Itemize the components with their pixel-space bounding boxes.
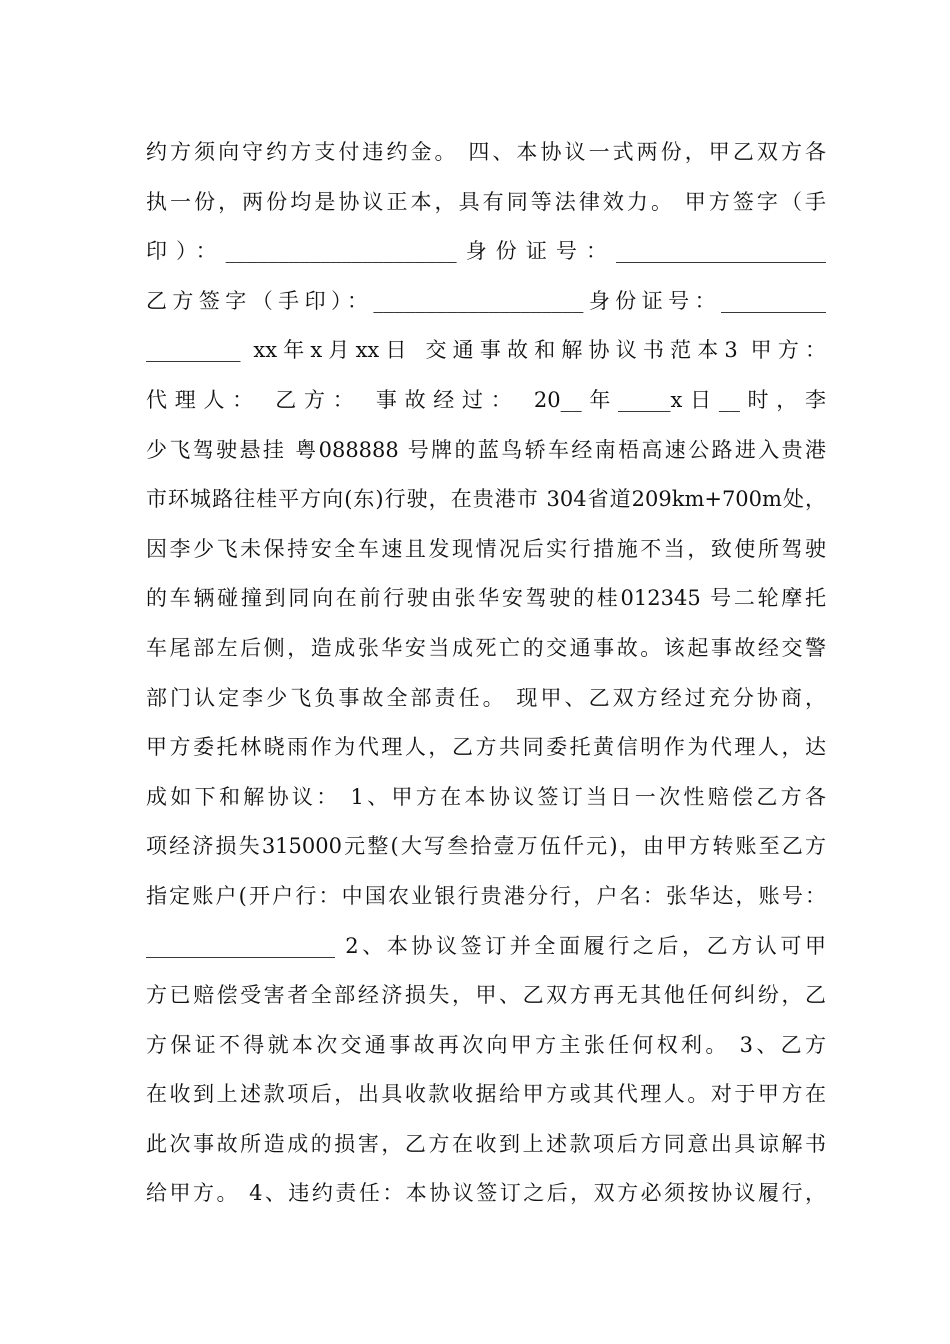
text-line: 印）：______________________身份证号：____________________ xyxy=(146,239,826,264)
text-line: 指定账户(开户行：中国农业银行贵港分行，户名：张华达，账号： xyxy=(146,883,826,908)
text-line: 甲方委托林晓雨作为代理人，乙方共同委托黄信明作为代理人，达 xyxy=(146,735,826,760)
text-line: 乙方签字（手印）：____________________身份证号：__________ xyxy=(146,288,826,313)
text-line: 方已赔偿受害者全部经济损失，甲、乙双方再无其他任何纠纷，乙 xyxy=(146,983,826,1008)
text-line: 车尾部左后侧，造成张华安当成死亡的交通事故。该起事故经交警 xyxy=(146,635,826,660)
text-line: 成如下和解协议： 1、甲方在本协议签订当日一次性赔偿乙方各 xyxy=(146,784,826,809)
text-line: 项经济损失315000元整(大写叁拾壹万伍仟元)，由甲方转账至乙方 xyxy=(146,834,826,859)
text-line: 给甲方。 4、违约责任：本协议签订之后，双方必须按协议履行， xyxy=(146,1181,826,1206)
text-line: 市环城路往桂平方向(东)行驶，在贵港市 304省道209km+700m处， xyxy=(146,487,826,512)
text-line: 因李少飞未保持安全车速且发现情况后实行措施不当，致使所驾驶 xyxy=(146,536,826,561)
document-body xyxy=(146,128,826,1219)
text-line: 的车辆碰撞到同向在前行驶由张华安驾驶的桂012345 号二轮摩托 xyxy=(146,586,826,611)
text-line: 约方须向守约方支付违约金。 四、本协议一式两份，甲乙双方各 xyxy=(146,140,826,164)
text-line: 方保证不得就本次交通事故再次向甲方主张任何权利。 3、乙方 xyxy=(146,1032,826,1057)
text-line: 执一份，两份均是协议正本，具有同等法律效力。 甲方签字（手 xyxy=(146,189,826,214)
text-line: 少飞驾驶悬挂 粤088888 号牌的蓝鸟轿车经南梧高速公路进入贵港 xyxy=(146,437,826,462)
text-line: _________ xx年x月xx日 交通事故和解协议书范本3 甲方： xyxy=(146,338,826,363)
text-line: __________________ 2、本协议签订并全面履行之后，乙方认可甲 xyxy=(146,933,826,958)
text-line: 在收到上述款项后，出具收款收据给甲方或其代理人。对于甲方在 xyxy=(146,1082,826,1107)
text-line: 此次事故所造成的损害，乙方在收到上述款项后方同意出具谅解书 xyxy=(146,1131,826,1156)
text-line: 部门认定李少飞负事故全部责任。 现甲、乙双方经过充分协商， xyxy=(146,685,826,710)
text-line: 代理人： 乙方： 事故经过： 20__年_____x日__时，李 xyxy=(146,387,826,412)
